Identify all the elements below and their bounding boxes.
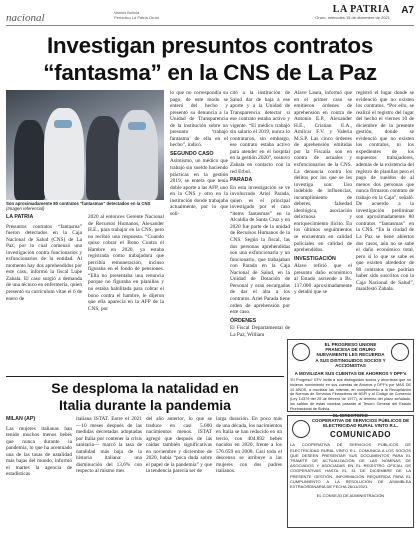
article1-headline-line1: Investigan presuntos contratos	[46, 33, 374, 58]
ad2-heading: COMUNICADO	[330, 430, 391, 440]
article1-col5-text-a: Alave Laura, informó que en el primer caso se emitieron órdenes de aprehensión en contra de Antonio E.P., Alexander H.E., Cristian E.A., Amilcar F.V. y Valeria M.S.P. Las cinco órdenes de aprehensión emitidas por la Fiscalía son en contra de actuales y exfuncionarios de la CNS. La denuncia contra los delitos por los que se les investiga son: Uso indebido de influencias, incumplimiento de deberes, falsedad ideológica, asociación delictuosa y enriquecimiento ilícito. En los últimos seguimientos se encuentran en calidad policiales en calidad de aprehendidos.	[294, 90, 352, 254]
article1-col1-text: Presuntos contratos “fantasma” fueron detectados en la Caja Nacional de Salud (CNS) de La Paz, por lo cual comenzó una investigación contra funcionarios y exfuncionarios de la entidad. Al momento hay dos aprehendidos por este caso, informó la fiscal Lupe Zabala. El caso surgió a demanda de una técnico en enfermería, quien presentó su currículum vitae el 6 de enero de	[6, 223, 82, 302]
article2-col4-text: larga duración. En poco más de una década, los nacimientos en Italia se han reducido en un tercio, con 404.892 bebés nacidos en 2020, frente a los 576.659 en 2008. Casi todo el descenso se atribuye a las mujeres con dos padres italianos.	[216, 416, 282, 475]
article1-col4-text-a: citó a la institución de Salud dar de baja a ese aporte y a la Unidad de Transparencia detectar si ese contrato estaba activo y vigente. “El médico trabajó sin salario el 2019, nunca lo contrataron, sin embargo, ese contrato estaba activo para atender en el hospital en la gestión 2020”, sostuvo Zabala en contacto con la red Erbol.	[230, 90, 290, 175]
article1-column-1	[6, 214, 82, 374]
caption-text: Son aproximadamente 80 contratos "fantasmas" detectados en la CNS	[6, 201, 151, 206]
ad1-body: “El Progreso” EFV invita a sus distinguidos socios y ahorristas que no hicieron movimiento en sus cuentas de Ahorros y DPF's por MAS DE 10 AÑOS, a movilizar las mismas, en cumplimiento a la Recopilación de Normas de Servicios Financieros de ASFI y al Código de Comercio (Ley 14379 del 25 de febrero de 1977), al término del plazo señalado, los saldos de estas cuentas pasarán al Tesoro General del Estado Plurinacional de Bolivia.	[290, 378, 411, 411]
article1-col5-text-b: Alave refirió que el presunto daño económico al Estado asciende a Bs. 137.000 aproximadamente y detalló que se	[294, 263, 352, 296]
article2-column-3	[146, 416, 212, 530]
article1-column-2	[88, 214, 164, 374]
ad1-footer: EL DIRECTORIO	[332, 412, 369, 418]
article2-column-1	[6, 416, 72, 530]
article1-col6-text: registró el lugar donde se evidenció que no existen los contratos. “Por ello, se realizó el registro del lugar del hecho el viernes 10 de diciembre de la presente gestión, donde se evidenció que no existen los contratos, ni los expedientes de los supuestos trabajadores, además de la existencia del registro de planillas pero el pago de sueldos de al menos dos personas que nunca firmaron contrato de trabajo en la Caja”, señaló. De acuerdo a la investigación preliminar son aproximadamente 80 contratos “fantasmas” en la CNS. “En la ciudad de La Paz se tiene abiertos dos casos, aún no se sabe el daño económico total, pero sí lo que se sabe es que existen alrededor de 80 contratos que podrían haber sido suscritos con la Caja Nacional de Salud”, manifestó Zabala.	[356, 90, 414, 293]
article1-col4-text-c: El Fiscal Departamental de La Paz, William	[230, 325, 290, 338]
article2-col2-text: italiana ISTAT. Entre el 2021 —10 meses después de las medidas decretadas adoptadas por Italia por contener la crisis sanitaria— marcó la tasa de natalidad más baja de la historia italiana: una disminución del 13,6% con respecto al mismo mes	[76, 416, 142, 475]
article1-col4-text-b: En esta investigación se ve involucrado Ariel Parada, quien es el principal investigado por el caso “ítems fantasmas” en la Alcaldía de Santa Cruz y en 2020 fue parte de la unidad de Recursos Humanos de la CNS. Según la fiscal, las dos personas aprehendidas son una exfuncionaria y un funcionario, que trabajaban con Parada en la Caja Nacional de Salud, en la Unidad de Dotación de Personal y eran encargadas de dar el alta a los contratos. Ariel Parada tiene orden de aprehensión por este caso.	[230, 184, 290, 316]
article1-headline-line2: “fantasma” en la CNS de La Paz	[43, 60, 377, 85]
cooperative-logo-icon	[292, 343, 310, 361]
article1-column-5	[294, 90, 352, 336]
article2-byline: MILÁN (AP)	[6, 416, 36, 422]
article2-column-2	[76, 416, 142, 530]
ad2-title: COOPERATIVA DE SERVICIOS PÚBLICOS DE ELECTRICIDAD RURAL VINTO R.L.	[311, 418, 410, 429]
caption-credit: (Imagen referencial)	[6, 206, 45, 212]
ad2-footer: EL CONSEJO DE ADMINISTRACIÓN	[316, 493, 385, 499]
article1-col2-text: 2020 al entonces Gerente Nacional de Recursos Humanos, Alexander H.E., para trabajar en la CNS, pero no recibió una respuesta. “Cuando quiso cobrar el Bono Contra el Hambre en 2020, ya estaba registrada como trabajadora que percibía remuneración, incluso figuraba en el fondo de pensiones. “Ella no presentaba una renuncia porque no figuraba en planillas y no estaba habilitada para cobrar el bono contra el hambre, le dijeron que ella aparecía en la AFP de la CNS, por	[88, 214, 164, 312]
article1-column-6	[356, 90, 414, 336]
ad1-subtitle: A MOVILIZAR SUS CUENTAS DE AHORROS Y DPF's	[294, 371, 407, 377]
article1-caption	[6, 201, 164, 212]
article1-column-3	[170, 90, 228, 374]
article1-column-4	[230, 90, 290, 374]
page-number: A7	[401, 5, 414, 16]
masthead	[270, 4, 390, 20]
article1-col3-text-b: Asimismo, un médico que trabajó sin sueldo haciendo prácticas en la gestión 2019, se entera que tenía doble aporte a las AFP, uno en la CNS y otro en la institución donde trabajaba actualmente, por lo que soli-	[170, 158, 228, 217]
ad2-body: LA COOPERATIVA DE SERVICIOS PÚBLICOS DE ELECTRICIDAD RURAL VINTO R.L. COMUNICA A LOS SOCIOS QUE DESEEN PRESENTAR SUS DOCUMENTOS PARA EL TRÁMITE DE ACTUALIZACIÓN DE LAS NÓMINAS DE ASOCIADOS Y ASOCIADAS EN EL REGISTRO OFICIAL DE COOPERATIVAS HASTA EL 31 DE DICIEMBRE DE LA PRESENTE GESTIÓN. INFORMACIÓN REQUERIDA PARA EL CUMPLIMIENTO A LA RESOLUCIÓN DE ASAMBLEA EXTRAORDINARIA DE FECHA 26/11/2021.	[290, 442, 411, 490]
page-header	[6, 4, 414, 26]
logo-icon	[391, 343, 409, 361]
article1-headline	[6, 32, 414, 86]
article-divider	[6, 376, 284, 377]
article2-col3-text: del año anterior, lo que se traduce en casi 5.000 nacimientos menos. ISTAT agregó que después de las caídas también significativas en noviembre y diciembre de 2020, había “poca duda sobre el papel de la pandemia” y que la tendencia parecía ser de	[146, 416, 212, 475]
cooperative-logo-icon	[292, 420, 310, 438]
subhead-ordenes: ÓRDENES	[230, 317, 257, 324]
article1-photo	[6, 90, 164, 200]
header-tagline	[96, 4, 270, 20]
subhead-investigacion: INVESTIGACIÓN	[294, 255, 336, 262]
ad1-title: EL PROGRESO UNIONE FRANCESA DE ORURO NUEVAMENTE LES RECUERDA A SUS DISTINGUIDOS SOCIOS Y ACCIONISTAS	[315, 342, 386, 368]
article1-byline: LA PATRIA	[6, 214, 34, 220]
subhead-segundo-caso: SEGUNDO CASO	[170, 150, 214, 157]
article2-headline-line2: Italia durante la pandemia	[59, 397, 231, 413]
article1-col3-text-a: lo que no correspondía su pago, de este modo se enteró del hecho y presentó su denuncia a la Unidad de Transparencia de la institución sobre un presunto ‘trabajo fantasma’ de ella en el hecho”, indicó.	[170, 90, 228, 149]
header-tagline-line1: Vamos Bolivia	[114, 10, 140, 15]
article2-headline	[6, 380, 284, 414]
issue-date: Oruro, miércoles 15 de diciembre de 2021	[315, 15, 390, 20]
article2-column-4	[216, 416, 282, 530]
article2-headline-line1: Se desploma la natalidad en	[51, 380, 239, 396]
header-tagline-line2: Periódico La Patria Oruro	[114, 15, 160, 20]
subhead-parada: PARADA	[230, 177, 253, 184]
ad-el-progreso	[287, 339, 414, 418]
newspaper-name: LA PATRIA	[332, 4, 390, 15]
article2-col1-text: Las mujeres italianas han tenido muchos menos bebés que nunca durante la pandemia, lo que ha acentuado una de las tasas de natalidad más bajas del mundo, informó el martes la agencia de estadísticas	[6, 425, 72, 478]
ad-cooperativa-vinto	[287, 412, 414, 528]
section-label: nacional	[6, 12, 45, 24]
